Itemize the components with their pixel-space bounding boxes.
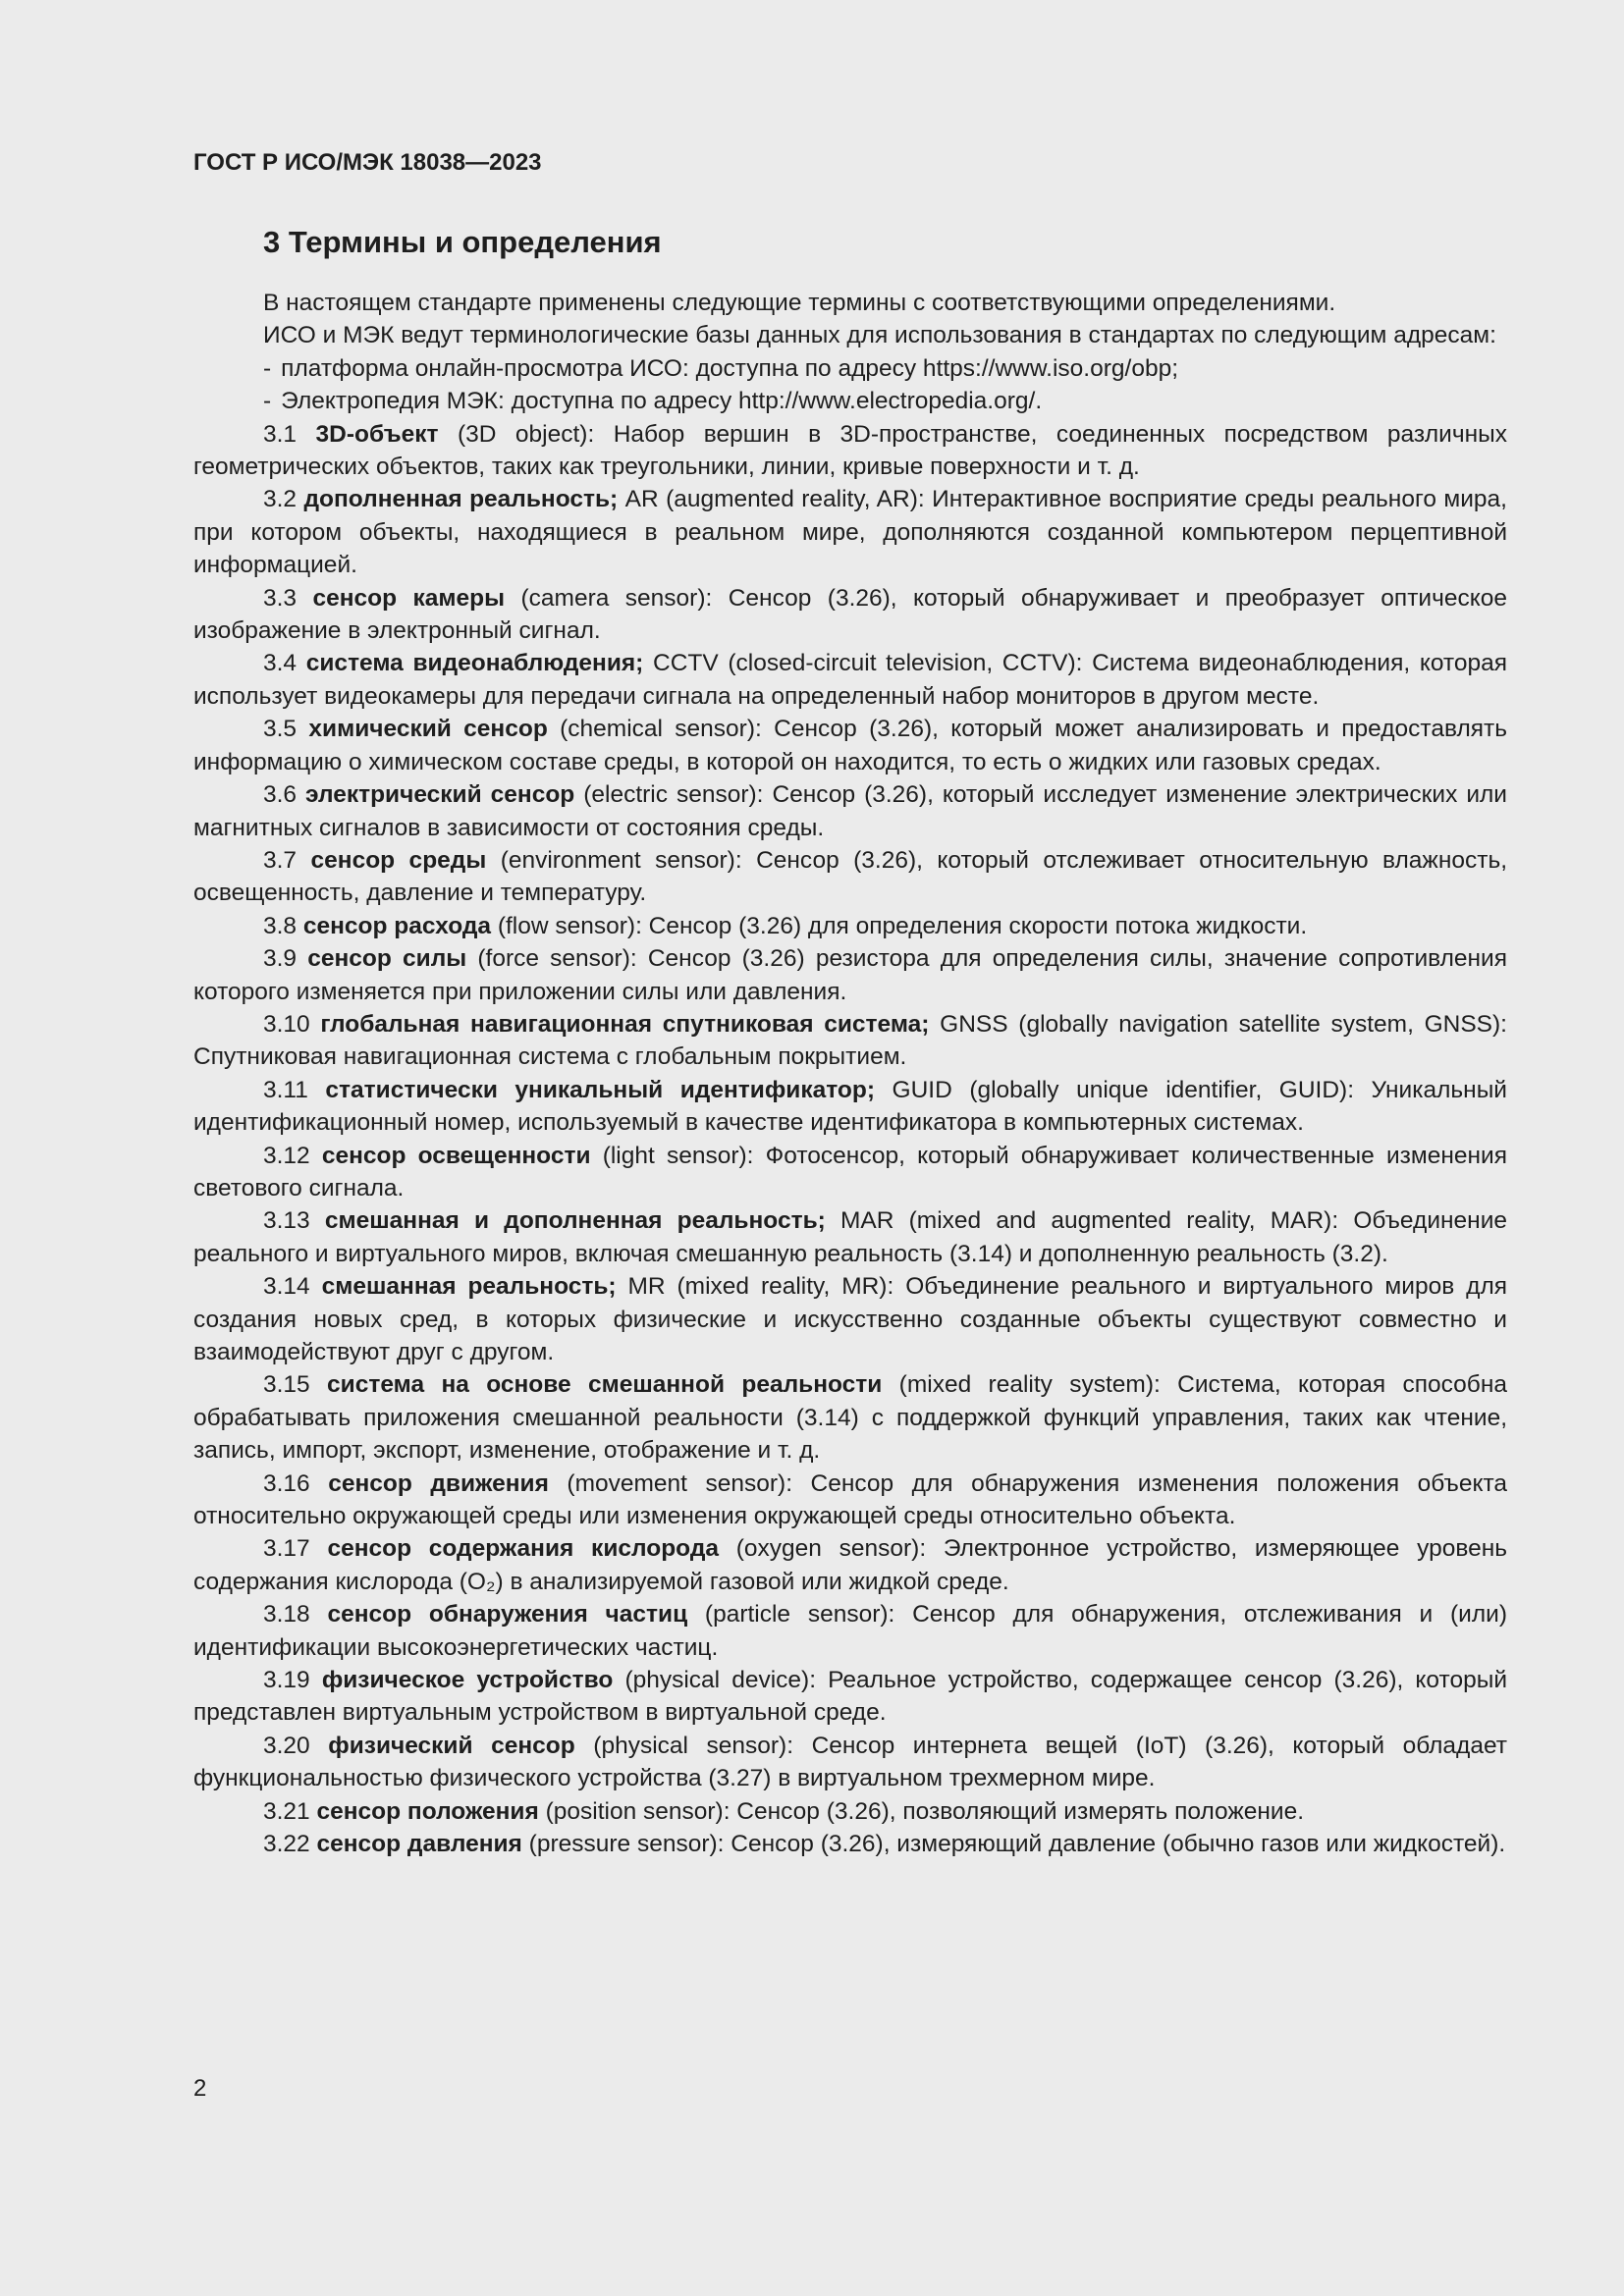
term-name: сенсор освещенности xyxy=(321,1142,591,1169)
term-entry xyxy=(193,1204,1507,1270)
term-definition: CCTV (closed-circuit television, CCTV): Система видеонаблюдения, которая использует видеокамеры для передачи сигнала на определенный набор мониторов в другом месте. xyxy=(193,650,1508,710)
term-definition: (flow sensor): Сенсор (3.26) для определения скорости потока жидкости. xyxy=(491,912,1308,939)
term-definition: (pressure sensor): Сенсор (3.26), измеряющий давление (обычно газов или жидкостей). xyxy=(521,1831,1506,1858)
page-number: 2 xyxy=(193,2075,207,2102)
term-entry xyxy=(193,418,1507,484)
term-definition: GNSS (globally navigation satellite system, GNSS): Спутниковая навигационная система с глобальным покрытием. xyxy=(193,1010,1507,1071)
term-name: смешанная и дополненная реальность; xyxy=(324,1207,826,1235)
term-entry xyxy=(193,483,1507,581)
term-name: электрический сенсор xyxy=(305,781,575,809)
term-number: 3.1 xyxy=(263,420,298,448)
term-number: 3.22 xyxy=(263,1831,310,1858)
term-name: сенсор силы xyxy=(307,945,467,973)
term-definition: (particle sensor): Сенсор для обнаружения, отслеживания и (или) идентификации высокоэнергетических частиц. xyxy=(193,1601,1507,1661)
term-name: сенсор среды xyxy=(310,846,487,874)
term-entry xyxy=(193,1074,1507,1140)
term-name: дополненная реальность; xyxy=(303,486,619,513)
body-text xyxy=(193,287,1507,1861)
term-entry xyxy=(193,713,1507,778)
term-number: 3.4 xyxy=(263,650,298,677)
section-title: 3 Термины и определения xyxy=(263,225,662,259)
term-number: 3.12 xyxy=(263,1142,310,1169)
term-number: 3.2 xyxy=(263,486,298,513)
page-header: ГОСТ Р ИСО/МЭК 18038—2023 xyxy=(193,149,542,176)
term-definition: (physical device): Реальное устройство, содержащее сенсор (3.26), который представлен виртуальным устройством в виртуальной среде. xyxy=(193,1667,1507,1727)
term-definition: (force sensor): Сенсор (3.26) резистора для определения силы, значение сопротивления которого изменяется при приложении силы или давления. xyxy=(193,945,1507,1005)
term-entry xyxy=(193,844,1507,910)
term-entry xyxy=(193,1368,1507,1467)
term-number: 3.21 xyxy=(263,1797,310,1825)
intro-paragraph: ИСО и МЭК ведут терминологические базы данных для использования в стандартах по следующим адресам: xyxy=(263,322,1496,349)
term-entry xyxy=(193,1828,1507,1860)
term-entry xyxy=(193,1598,1507,1664)
term-name: 3D-объект xyxy=(315,420,439,448)
term-number: 3.3 xyxy=(263,584,298,612)
terms-list xyxy=(193,418,1507,1861)
term-entry xyxy=(193,1795,1507,1828)
term-name: химический сенсор xyxy=(308,716,548,743)
term-definition: (oxygen sensor): Электронное устройство, измеряющее уровень содержания кислорода (O₂) в анализируемой газовой или жидкой среде. xyxy=(193,1535,1508,1595)
term-number: 3.7 xyxy=(263,846,298,874)
term-name: физический сенсор xyxy=(328,1732,575,1759)
term-entry xyxy=(193,647,1507,713)
term-number: 3.11 xyxy=(263,1076,308,1103)
term-entry xyxy=(193,778,1507,844)
term-definition: MAR (mixed and augmented reality, MAR): Объединение реального и виртуального миров, включая смешанную реальность (3.14) и дополненную реальность (3.2). xyxy=(193,1207,1508,1267)
term-entry xyxy=(193,910,1507,942)
term-number: 3.8 xyxy=(263,912,298,939)
term-number: 3.9 xyxy=(263,945,298,973)
term-definition: (position sensor): Сенсор (3.26), позволяющий измерять положение. xyxy=(538,1797,1305,1825)
term-number: 3.14 xyxy=(263,1273,310,1301)
term-definition: AR (augmented reality, AR): Интерактивное восприятие среды реального мира, при котором объекты, находящиеся в реальном мире, дополняются созданной компьютером перцептивной информацией. xyxy=(193,486,1507,579)
term-definition: (movement sensor): Сенсор для обнаружения изменения положения объекта относительно окружающей среды или изменения окружающей среды относительно объекта. xyxy=(193,1469,1508,1530)
bullet-dash: - xyxy=(263,388,272,415)
term-definition: MR (mixed reality, MR): Объединение реального и виртуального миров для создания новых сред, в которых физические и искусственно созданные объекты существуют совместно и взаимодействуют друг с другом. xyxy=(193,1273,1508,1365)
term-definition: (camera sensor): Сенсор (3.26), который обнаруживает и преобразует оптическое изображение в электронный сигнал. xyxy=(193,584,1507,645)
term-entry xyxy=(193,1140,1507,1205)
term-number: 3.6 xyxy=(263,781,298,809)
term-definition: (3D object): Набор вершин в 3D-пространстве, соединенных посредством различных геометрических объектов, таких как треугольники, линии, кривые поверхности и т. д. xyxy=(193,420,1507,481)
term-name: сенсор расхода xyxy=(302,912,492,939)
term-entry xyxy=(193,1270,1507,1368)
term-number: 3.16 xyxy=(263,1469,310,1497)
intro-paragraph: В настоящем стандарте применены следующие термины с соответствующими определениями. xyxy=(263,290,1336,316)
term-name: глобальная навигационная спутниковая система; xyxy=(320,1010,930,1038)
term-name: сенсор давления xyxy=(316,1831,522,1858)
term-entry xyxy=(193,1730,1507,1795)
term-entry xyxy=(193,1664,1507,1730)
bullet-item xyxy=(193,385,1507,417)
term-entry xyxy=(193,1532,1507,1598)
term-name: сенсор обнаружения частиц xyxy=(327,1601,688,1629)
term-name: система на основе смешанной реальности xyxy=(327,1371,883,1399)
term-definition: (environment sensor): Сенсор (3.26), который отслеживает относительную влажность, освещенность, давление и температуру. xyxy=(193,846,1508,907)
term-number: 3.20 xyxy=(263,1732,310,1759)
term-definition: (light sensor): Фотосенсор, который обнаруживает количественные изменения светового сигнала. xyxy=(193,1142,1507,1201)
bullet-text: Электропедия МЭК: доступна по адресу http://www.electropedia.org/. xyxy=(281,388,1043,415)
term-definition: (mixed reality system): Система, которая способна обрабатывать приложения смешанной реальности (3.14) с поддержкой функций управления, таких как чтение, запись, импорт, экспорт, изменение, отображение и т. д. xyxy=(193,1371,1507,1465)
term-entry xyxy=(193,1468,1507,1533)
term-number: 3.18 xyxy=(263,1601,310,1629)
term-entry xyxy=(193,582,1507,648)
term-number: 3.19 xyxy=(263,1667,310,1694)
term-name: сенсор положения xyxy=(316,1797,539,1825)
bullet-dash: - xyxy=(263,354,272,382)
term-name: сенсор движения xyxy=(328,1469,549,1497)
term-number: 3.15 xyxy=(263,1371,310,1399)
term-name: смешанная реальность; xyxy=(321,1273,617,1301)
term-definition: (physical sensor): Сенсор интернета вещей (IoT) (3.26), который обладает функциональностью физического устройства (3.27) в виртуальном трехмерном мире. xyxy=(193,1732,1507,1792)
bullet-item xyxy=(193,352,1507,385)
term-definition: GUID (globally unique identifier, GUID): Уникальный идентификационный номер, используемый в качестве идентификатора в компьютерных системах. xyxy=(193,1076,1507,1137)
term-entry xyxy=(193,942,1507,1008)
term-definition: (chemical sensor): Сенсор (3.26), который может анализировать и предоставлять информацию о химическом составе среды, в которой он находится, то есть о жидких или газовых средах. xyxy=(193,716,1507,775)
term-definition: (electric sensor): Сенсор (3.26), который исследует изменение электрических или магнитных сигналов в зависимости от состояния среды. xyxy=(193,781,1507,841)
term-number: 3.10 xyxy=(263,1010,310,1038)
term-number: 3.17 xyxy=(263,1535,310,1563)
term-name: физическое устройство xyxy=(321,1667,614,1694)
bullet-text: платформа онлайн-просмотра ИСО: доступна по адресу https://www.iso.org/obp; xyxy=(281,354,1179,382)
term-name: статистически уникальный идентификатор; xyxy=(325,1076,875,1103)
term-name: сенсор камеры xyxy=(312,584,506,612)
term-number: 3.5 xyxy=(263,716,298,743)
term-name: сенсор содержания кислорода xyxy=(327,1535,719,1563)
term-name: система видеонаблюдения; xyxy=(305,650,644,677)
term-entry xyxy=(193,1008,1507,1074)
term-number: 3.13 xyxy=(263,1207,310,1235)
